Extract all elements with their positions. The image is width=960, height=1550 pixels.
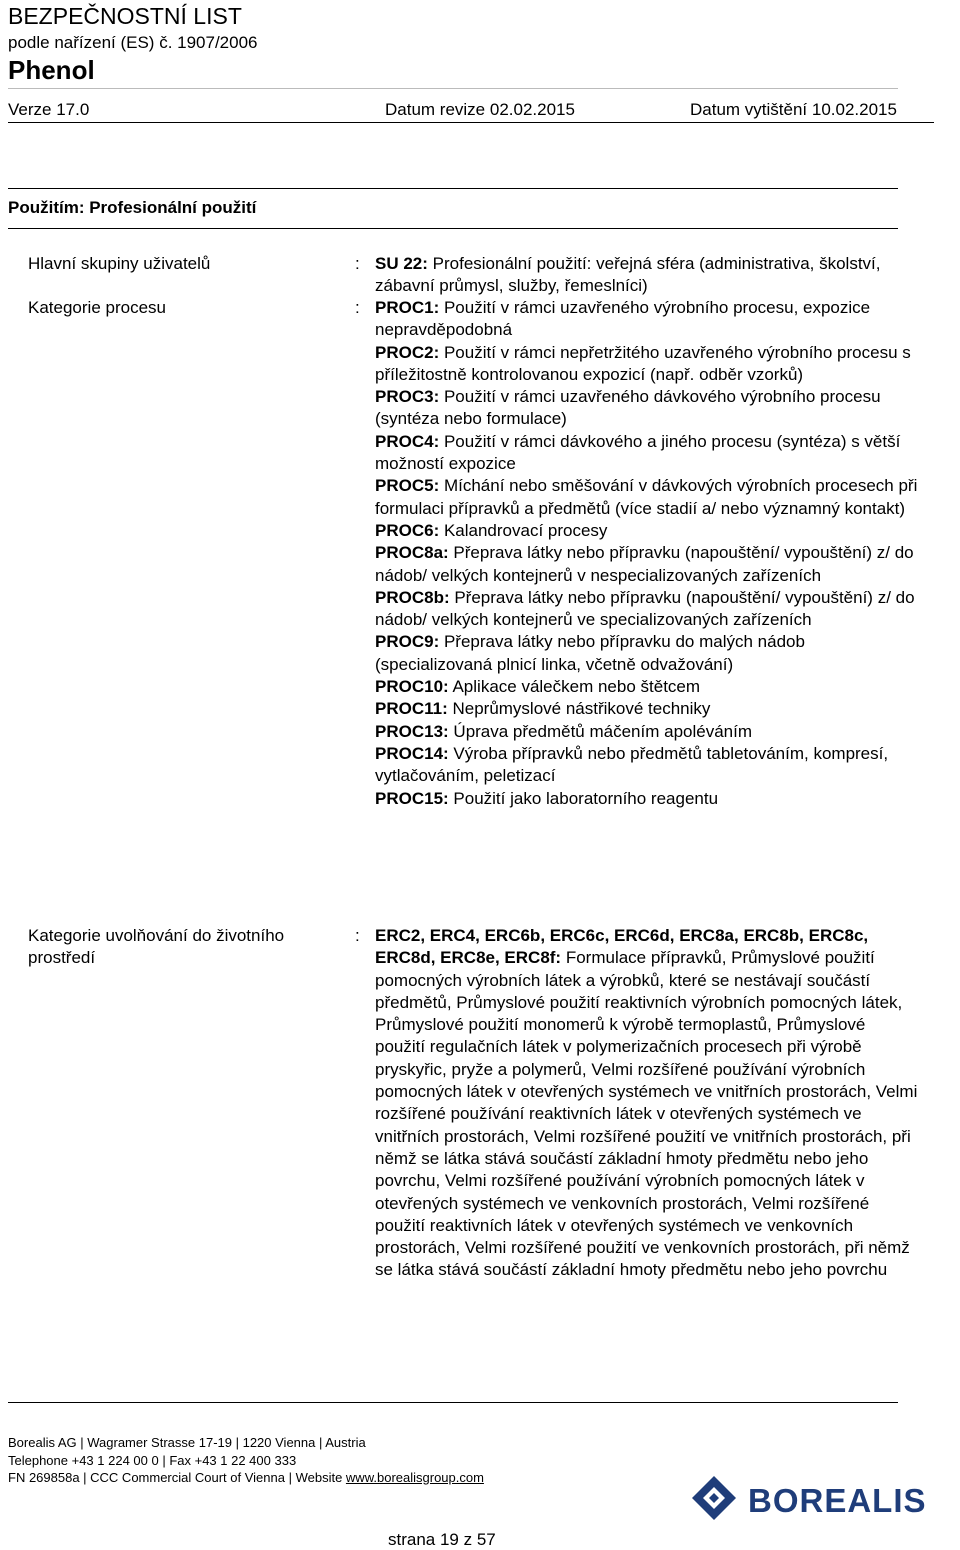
list-item [375,676,920,698]
su-code: SU 22: [375,254,428,273]
proc-code: PROC3: [375,387,440,407]
proc-code: PROC2: [375,342,440,362]
list-item [375,788,920,810]
section-bottom-divider [8,228,898,229]
list-item [375,386,920,431]
proc-text: Použití v rámci dávkového a jiného procesu (syntéza) s větší možností expozice [375,431,901,474]
proc-code: PROC13: [375,721,449,741]
logo-wordmark: BOREALIS [748,1482,927,1519]
header-divider [8,88,898,89]
erc-codes: ERC2, ERC4, ERC6b, ERC6c, ERC6d, ERC8a, ERC8b, ERC8c, ERC8d, ERC8e, ERC8f: [375,926,869,968]
registration-text: FN 269858a | CCC Commercial Court of Vienna | Website [8,1470,346,1485]
proc-code: PROC8a: [375,543,449,563]
proc-code: PROC6: [375,520,440,540]
proc-code: PROC1: [375,298,440,317]
list-item [375,431,920,476]
list-item [375,475,920,520]
release-category-label: Kategorie uvolňování do životního prostředí [28,926,285,968]
borealis-logo-icon [692,1472,954,1524]
document-title: BEZPEČNOSTNÍ LIST [8,3,242,29]
list-item [375,743,920,788]
user-groups-label: Hlavní skupiny uživatelů [28,254,211,273]
website-link[interactable]: www.borealisgroup.com [345,1470,484,1485]
proc-text: Aplikace válečkem nebo štětcem [448,677,701,697]
list-item [375,342,920,387]
proc-code: PROC10: [375,677,449,697]
process-category-label: Kategorie procesu [28,298,166,317]
proc-code: PROC14: [375,743,449,763]
proc-text: Přeprava látky nebo přípravku (napouštění/ vypouštění) z/ do nádob/ velkých kontejnerů v nespecializovaných zařízeních [375,543,914,585]
proc-code: PROC11: [375,699,448,719]
proc-text: Použití v rámci nepřetržitého uzavřeného výrobního procesu s příležitostně kontrolovanou expozicí (např. odběr vzorků) [375,342,911,384]
proc-text: Kalandrovací procesy [439,520,608,540]
proc-text: Použití v rámci uzavřeného dávkového výrobního procesu (syntéza nebo formulace) [375,387,881,429]
row-colon: : [355,298,360,317]
proc-text: Výroba přípravků nebo předmětů tabletováním, kompresí, vytlačováním, peletizací [375,743,889,786]
su-text: Profesionální použití: veřejná sféra (administrativa, školství, zábavní průmysl, služby, řemeslníci) [375,254,881,296]
page-number: strana 19 z 57 [388,1530,496,1549]
proc-text: Použití v rámci uzavřeného výrobního procesu, expozice nepravděpodobná [375,298,871,340]
release-category-value [375,925,920,1282]
product-name: Phenol [8,55,95,85]
proc-code: PROC4: [375,431,440,451]
company-phone: Telephone +43 1 224 00 0 | Fax +43 1 22 400 333 [8,1453,297,1468]
section-title: Použitím: Profesionální použití [8,198,257,217]
list-item [375,587,920,632]
list-item [375,520,920,542]
list-item [375,542,920,587]
print-date: Datum vytištění 10.02.2015 [690,100,897,119]
list-item [375,297,920,342]
list-item [375,698,920,720]
header-meta-divider [8,122,934,123]
footer-divider [8,1402,898,1403]
proc-text: Přeprava látky nebo přípravku do malých nádob (specializovaná plnicí linka, včetně odvažování) [375,632,805,674]
proc-code: PROC8b: [375,587,450,607]
section-top-divider [8,188,898,189]
row-colon: : [355,926,360,945]
proc-text: Neprůmyslové nástřikové techniky [447,699,711,719]
erc-text: Formulace přípravků, Průmyslové použití pomocných výrobních látek a výrobků, které se nestávají součástí předmětů, Průmyslové použití reaktivních výrobních pomocných látek, Průmyslové použití monomerů k výrobě termoplastů, Průmyslové použití regulačních látek v polymerizačních procesech při výrobě pryskyřic, pryže a polymerů, Velmi rozšířené používání výrobních pomocných látek v otevřených systémech ve vnitřních prostorách, Velmi rozšířené používání reaktivních látek v otevřených systémech ve vnitřních prostorách, Velmi rozšířené použití ve vnitřních prostorách, při němž se látka stává součástí základní hmoty předmětu nebo jeho povrchu, Velmi rozšířené používání výrobních pomocných látek v otevřených systémech ve venkovních prostorách, Velmi rozšířené použití reaktivních látek v otevřených systémech ve venkovních prostorách, Velmi rozšířené použití ve venkovních prostorách, při němž se látka stává součástí základní hmoty předmětu nebo jeho povrchu [375,948,918,1280]
regulation-reference: podle nařízení (ES) č. 1907/2006 [8,33,258,52]
list-item [375,631,920,676]
proc-text: Použití jako laboratorního reagentu [448,788,719,808]
proc-text: Přeprava látky nebo přípravku (napouštění/ vypouštění) z/ do nádob/ velkých kontejnerů ve specializovaných zařízeních [375,587,915,630]
borealis-logo [692,1472,954,1524]
company-address: Borealis AG | Wagramer Strasse 17-19 | 1220 Vienna | Austria [8,1435,366,1450]
company-registration [8,1469,484,1487]
proc-code: PROC9: [375,632,440,652]
user-groups-value [375,253,920,298]
proc-code: PROC15: [375,788,449,808]
row-colon: : [355,254,360,273]
revision-date: Datum revize 02.02.2015 [385,100,575,119]
list-item [375,721,920,743]
proc-code: PROC5: [375,476,440,496]
proc-text: Míchání nebo směšování v dávkových výrobních procesech při formulaci přípravků a předmětů (více stadií a/ nebo významný kontakt) [375,476,918,518]
process-category-list [375,297,920,810]
version-label: Verze 17.0 [8,100,90,119]
proc-text: Úprava předmětů máčením apoléváním [448,721,752,741]
